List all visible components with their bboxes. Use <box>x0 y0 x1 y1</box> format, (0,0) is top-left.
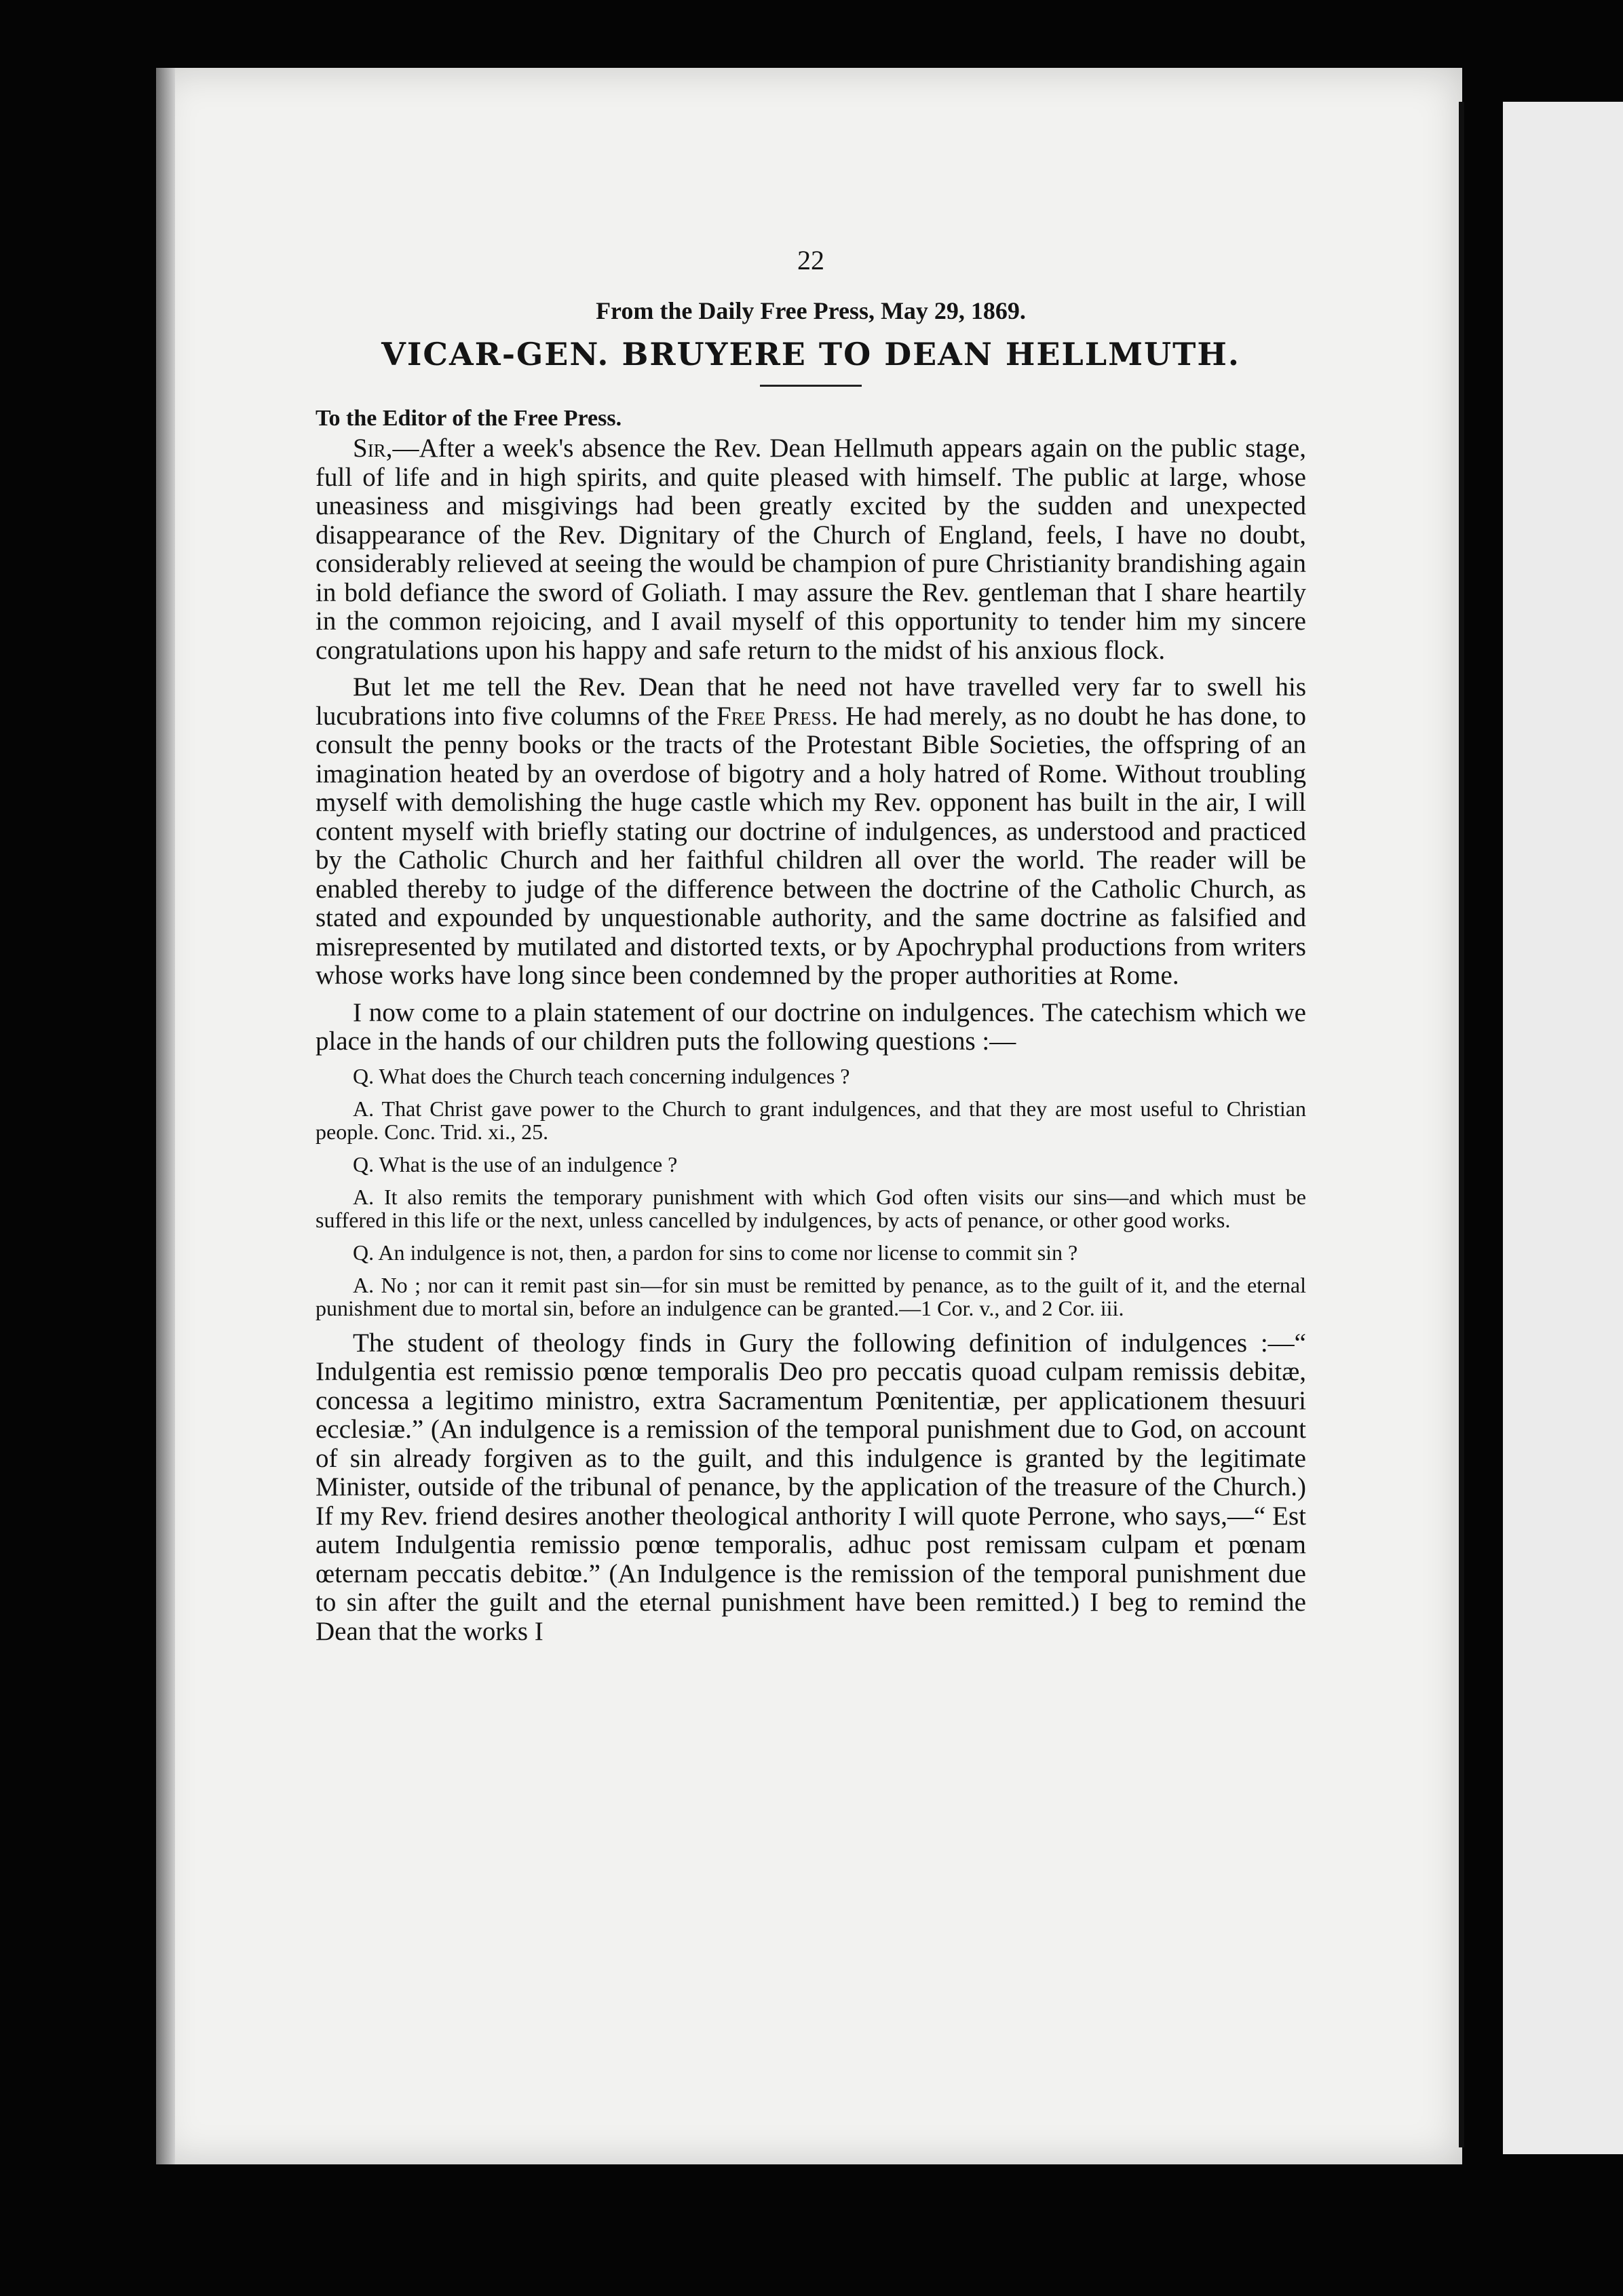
catechism-q1: Q. What does the Church teach concerning indulgences ? <box>353 1063 850 1088</box>
catechism-a1: A. That Christ gave power to the Church to grant indulgences, and that they are most useful to Christian people. Conc. Trid. xi., 25. <box>316 1096 1306 1144</box>
paragraph-1-text: —After a week's absence the Rev. Dean Hellmuth appears again on the public stage, full of life and in high spirits, and quite pleased with himself. The public at large, whose uneasiness and misgivings had been greatly excited by the sudden and unexpected disappearance of the Rev. Dignitary of the Church of England, feels, I have no doubt, considerably relieved at seeing the would be champion of pure Christianity brandishing again in bold defiance the sword of Goliath. I may assure the Rev. gentleman that I share heartily in the common rejoicing, and I avail myself of this opportunity to tender him my sincere congratulations upon his happy and safe return to the midst of his anxious flock. <box>316 434 1306 665</box>
page-number: 22 <box>797 245 824 275</box>
page-edge <box>156 68 175 2164</box>
salutation: To the Editor of the Free Press. <box>316 406 622 431</box>
paragraph-2-before: But let me tell the Rev. Dean that he need not have travelled very far to swell his lucubrations into five columns of the <box>316 672 1306 731</box>
catechism-q2: Q. What is the use of an indulgence ? <box>353 1151 678 1176</box>
headline-rule <box>760 385 862 387</box>
paragraph-4: The student of theology finds in Gury the following definition of indulgences :—“ Indulgentia est remissio pœnœ temporalis Deo pro peccatis quoad culpam remissis debitæ, concessa a legitimo ministro, extra Sacramentum Pœnitentiæ, per applicationem thesuuri ecclesiæ.” (An indulgence is a remission of the temporal punishment due to God, on account of sin already forgiven as to the guilt, and this indulgence is granted by the legitimate Minister, outside of the tribunal of penance, by the application of the treasure of the Church.) If my Rev. friend desires another theological anthority I will quote Perrone, who says,—“ Est autem Indulgentia remissio pœnœ temporalis, adhuc post remissam culpam et pœnam œternam peccatis debitœ.” (An Indulgence is the remission of the temporal punishment due to sin after the guilt and the eternal punishment have been remitted.) I beg to remind the Dean that the works I <box>316 1328 1306 1646</box>
paragraph-2-after: He had merely, as no doubt he has done, to consult the penny books or the tracts of the Protestant Bible Societies, the offspring of an imagination heated by an overdose of bigotry and a holy hatred of Rome. Without troubling myself with demolishing the huge castle which my Rev. opponent has built in the air, I will content myself with briefly stating our doctrine of indulgences, as understood and practiced by the Catholic Church and her faithful children all over the world. The reader will be enabled thereby to judge of the difference between the doctrine of the Catholic Church, as stated and expounded by unquestionable authority, and the same doctrine as falsified and misrepresented by mutilated and distorted texts, or by Apochryphal productions from writers whose works have long since been condemned by the proper authorities at Rome. <box>316 701 1306 990</box>
catechism-a3: A. No ; nor can it remit past sin—for sin must be remitted by penance, as to the guilt of it, and the eternal punishment due to mortal sin, before an indulgence can be granted.—1 Cor. v., and 2 Cor. iii. <box>316 1272 1306 1320</box>
paragraph-2 <box>316 673 1306 991</box>
book-spine <box>1459 102 1464 2147</box>
newspaper-name: Free Press. <box>716 701 839 731</box>
source-line: From the Daily Free Press, May 29, 1869. <box>596 297 1026 324</box>
catechism-q3: Q. An indulgence is not, then, a pardon for sins to come nor license to commit sin ? <box>353 1240 1078 1265</box>
page-content <box>316 244 1306 1654</box>
paragraph-3: I now come to a plain statement of our doctrine on indulgences. The catechism which we place in the hands of our children puts the following questions :— <box>316 997 1306 1056</box>
catechism-a2: A. It also remits the temporary punishment with which God often visits our sins—and which must be suffered in this life or the next, unless cancelled by indulgences, by acts of penance, or other good works. <box>316 1184 1306 1232</box>
adjacent-page <box>1503 102 1623 2154</box>
paragraph-1 <box>316 434 1306 665</box>
headline: VICAR-GEN. BRUYERE TO DEAN HELLMUTH. <box>381 336 1240 372</box>
lead-word: Sir, <box>353 434 393 463</box>
